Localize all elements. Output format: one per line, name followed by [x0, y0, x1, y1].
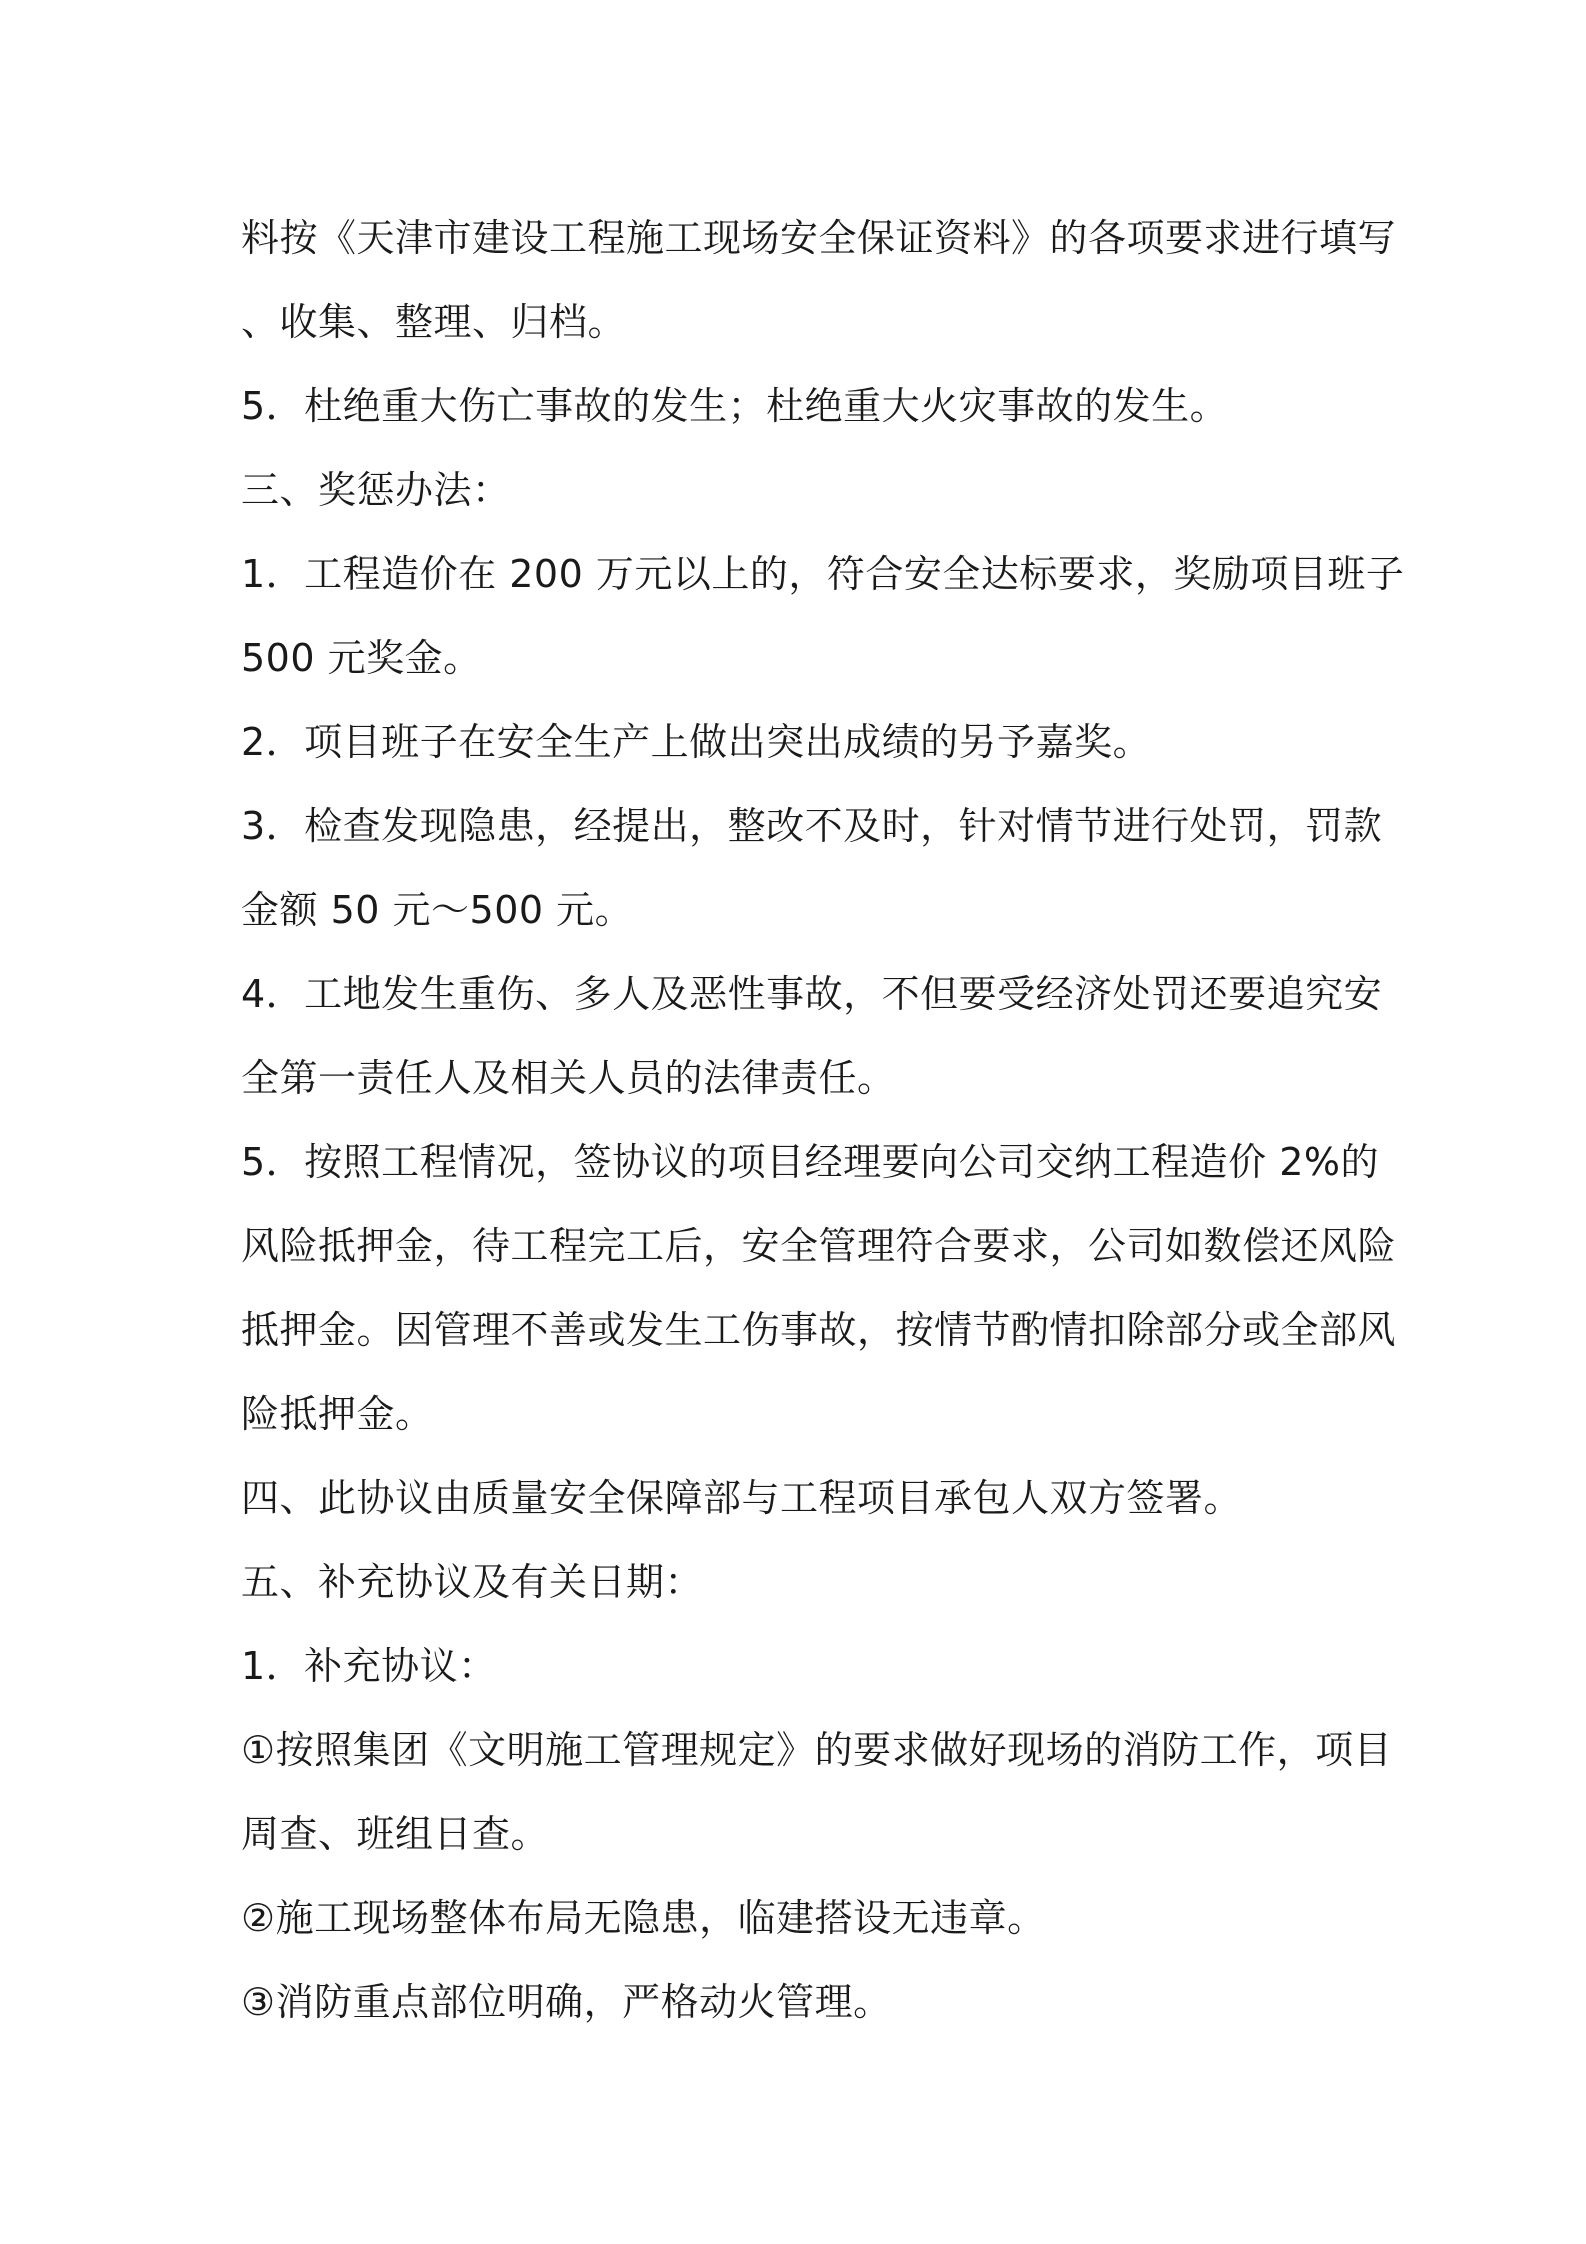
text-line: 全第一责任人及相关人员的法律责任。 — [241, 1056, 896, 1100]
text-line: 4．工地发生重伤、多人及恶性事故，不但要受经济处罚还要追究安 — [241, 972, 1383, 1016]
text-line: 2．项目班子在安全生产上做出突出成绩的另予嘉奖。 — [241, 720, 1152, 764]
document-body — [241, 196, 1405, 2044]
text-line: 风险抵押金，待工程完工后，安全管理符合要求，公司如数偿还风险 — [241, 1224, 1397, 1268]
text-line: 抵押金。因管理不善或发生工伤事故，按情节酌情扣除部分或全部风 — [241, 1308, 1397, 1352]
text-line: 1．补充协议： — [241, 1644, 497, 1688]
text-line: 周查、班组日查。 — [241, 1812, 550, 1856]
text-line: 3．检查发现隐患，经提出，整改不及时，针对情节进行处罚，罚款 — [241, 804, 1383, 848]
text-line: 500 元奖金。 — [241, 636, 482, 680]
text-line: 金额 50 元～500 元。 — [241, 888, 634, 932]
section-heading: 三、奖惩办法： — [241, 468, 511, 512]
section-heading: 五、补充协议及有关日期： — [241, 1560, 704, 1604]
text-line: 险抵押金。 — [241, 1392, 434, 1436]
text-line: ②施工现场整体布局无隐患，临建搭设无违章。 — [241, 1896, 1046, 1940]
text-line: 、收集、整理、归档。 — [241, 300, 627, 344]
text-line: ③消防重点部位明确，严格动火管理。 — [241, 1980, 892, 2024]
text-line: 料按《天津市建设工程施工现场安全保证资料》的各项要求进行填写 — [241, 216, 1397, 260]
text-line: 1．工程造价在 200 万元以上的，符合安全达标要求，奖励项目班子 — [241, 552, 1405, 596]
text-line: 5．杜绝重大伤亡事故的发生；杜绝重大火灾事故的发生。 — [241, 384, 1229, 428]
text-line: 5．按照工程情况，签协议的项目经理要向公司交纳工程造价 2%的 — [241, 1140, 1380, 1184]
text-line: ①按照集团《文明施工管理规定》的要求做好现场的消防工作，项目 — [241, 1728, 1393, 1772]
section-heading: 四、此协议由质量安全保障部与工程项目承包人双方签署。 — [241, 1476, 1243, 1520]
